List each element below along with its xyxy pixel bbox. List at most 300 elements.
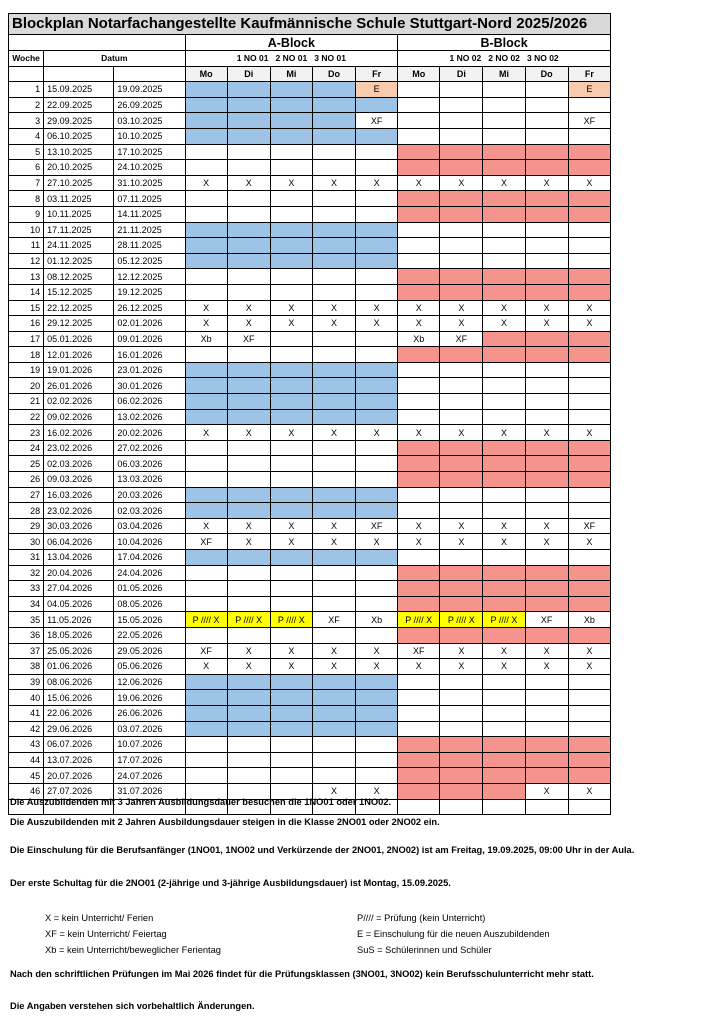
week-number: 3	[9, 113, 44, 129]
tail-cell	[568, 799, 610, 815]
date-from: 30.03.2026	[44, 518, 114, 534]
b-block-cell: X	[483, 175, 525, 191]
b-block-cell	[440, 472, 483, 488]
a-block-cell	[270, 752, 312, 768]
day-header-mi: Mi	[270, 66, 312, 82]
a-block-cell	[356, 144, 398, 160]
a-block-cell	[356, 565, 398, 581]
a-block-cell	[356, 378, 398, 394]
a-block-cell: P //// X	[227, 612, 270, 628]
b-block-cell	[525, 456, 568, 472]
date-from: 27.07.2026	[44, 783, 114, 799]
b-block-cell	[525, 206, 568, 222]
a-block-cell	[356, 472, 398, 488]
b-block-cell	[568, 347, 610, 363]
a-block-cell: X	[312, 534, 355, 550]
b-block-cell	[440, 269, 483, 285]
date-from: 29.09.2025	[44, 113, 114, 129]
b-block-cell	[398, 503, 440, 519]
a-block-cell	[227, 238, 270, 254]
week-number: 22	[9, 409, 44, 425]
date-from: 10.11.2025	[44, 206, 114, 222]
a-block-cell	[312, 191, 355, 207]
b-block-cell	[483, 737, 525, 753]
a-block-cell	[356, 752, 398, 768]
a-block-cell: X	[312, 175, 355, 191]
b-block-cell: X	[483, 518, 525, 534]
week-number: 21	[9, 394, 44, 410]
a-block-cell	[312, 284, 355, 300]
a-block-cell	[270, 238, 312, 254]
week-row	[9, 175, 611, 191]
legend-e: E = Einschulung für die neuen Auszubildenden	[357, 929, 550, 939]
a-block-cell	[270, 347, 312, 363]
a-block-cell	[270, 331, 312, 347]
a-block-cell	[356, 253, 398, 269]
b-block-cell: XF	[440, 331, 483, 347]
a-block-cell	[356, 581, 398, 597]
a-block-cell	[185, 238, 227, 254]
week-number: 46	[9, 783, 44, 799]
a-block-cell	[312, 690, 355, 706]
b-block-cell: X	[440, 518, 483, 534]
b-block-cell	[568, 253, 610, 269]
b-block-cell	[483, 253, 525, 269]
date-from: 01.12.2025	[44, 253, 114, 269]
date-to: 30.01.2026	[114, 378, 185, 394]
a-block-cell	[312, 253, 355, 269]
week-number: 26	[9, 472, 44, 488]
a-block-cell: X	[185, 175, 227, 191]
b-block-cell	[398, 456, 440, 472]
woche-header: Woche	[9, 51, 44, 67]
note-2: Die Auszubildenden mit 2 Jahren Ausbildungsdauer steigen in die Klasse 2NO01 oder 2NO02 ein.	[10, 817, 440, 827]
b-block-cell	[525, 394, 568, 410]
date-from: 02.02.2026	[44, 394, 114, 410]
week-number: 5	[9, 144, 44, 160]
b-block-cell	[525, 581, 568, 597]
a-block-cell	[270, 191, 312, 207]
a-block-cell	[312, 238, 355, 254]
a-block-cell	[227, 409, 270, 425]
note-5: Nach den schriftlichen Prüfungen im Mai 2026 findet für die Prüfungsklassen (3NO01, 3NO02) kein Berufsschulunterricht mehr statt.	[10, 969, 594, 979]
b-block-cell	[440, 394, 483, 410]
note-3: Die Einschulung für die Berufsanfänger (1NO01, 1NO02 und Verkürzende der 2NO01, 2NO02) ist am Freitag, 19.09.2025, 09:00 Uhr in der Aula.	[10, 845, 635, 855]
a-block-cell	[270, 721, 312, 737]
a-block-cell	[185, 550, 227, 566]
b-block-cell: X	[483, 300, 525, 316]
date-to: 26.09.2025	[114, 97, 185, 113]
week-row	[9, 206, 611, 222]
date-to: 07.11.2025	[114, 191, 185, 207]
week-row	[9, 581, 611, 597]
a-block-cell	[312, 269, 355, 285]
a-block-cell	[312, 487, 355, 503]
b-block-cell	[440, 144, 483, 160]
b-block-cell	[398, 409, 440, 425]
a-block-cell	[227, 674, 270, 690]
week-number: 4	[9, 128, 44, 144]
a-classes-header: 1 NO 01 2 NO 01 3 NO 01	[185, 51, 398, 67]
a-block-cell	[356, 269, 398, 285]
date-from: 26.01.2026	[44, 378, 114, 394]
b-block-cell	[440, 737, 483, 753]
a-block-cell: Xb	[356, 612, 398, 628]
a-block-cell	[312, 472, 355, 488]
b-block-cell	[398, 596, 440, 612]
b-block-cell: X	[525, 518, 568, 534]
b-block-cell: X	[525, 175, 568, 191]
a-block-cell	[356, 550, 398, 566]
a-block-cell	[227, 550, 270, 566]
date-to: 31.10.2025	[114, 175, 185, 191]
a-block-cell: X	[270, 175, 312, 191]
b-block-cell	[525, 284, 568, 300]
a-block-cell: X	[312, 783, 355, 799]
date-to: 19.06.2026	[114, 690, 185, 706]
a-block-cell	[185, 347, 227, 363]
b-block-cell: X	[568, 659, 610, 675]
datum-header: Datum	[44, 51, 185, 67]
a-block-cell	[356, 409, 398, 425]
a-block-cell	[270, 409, 312, 425]
week-number: 16	[9, 316, 44, 332]
date-from: 18.05.2026	[44, 627, 114, 643]
b-block-cell	[440, 440, 483, 456]
b-block-cell	[483, 783, 525, 799]
b-block-cell	[483, 128, 525, 144]
date-to: 03.07.2026	[114, 721, 185, 737]
a-block-cell	[356, 705, 398, 721]
b-block-cell: X	[568, 534, 610, 550]
a-block-cell	[312, 737, 355, 753]
a-block-cell	[312, 222, 355, 238]
b-block-cell	[398, 97, 440, 113]
a-block-cell	[185, 565, 227, 581]
week-row	[9, 612, 611, 628]
b-block-cell	[525, 82, 568, 98]
day-header-mo: Mo	[398, 66, 440, 82]
a-block-cell	[356, 362, 398, 378]
b-block-cell	[440, 503, 483, 519]
day-header-di: Di	[440, 66, 483, 82]
b-block-cell	[398, 253, 440, 269]
week-row	[9, 550, 611, 566]
a-block-cell	[312, 550, 355, 566]
blockplan-table	[8, 13, 611, 815]
b-block-cell	[440, 97, 483, 113]
a-block-cell	[227, 222, 270, 238]
b-block-cell	[525, 440, 568, 456]
a-block-cell	[185, 284, 227, 300]
a-block-cell	[312, 144, 355, 160]
b-block-cell	[440, 378, 483, 394]
b-block-cell	[568, 238, 610, 254]
week-number: 7	[9, 175, 44, 191]
date-to: 24.04.2026	[114, 565, 185, 581]
a-block-cell	[312, 362, 355, 378]
a-block-cell	[312, 565, 355, 581]
b-block-cell	[483, 191, 525, 207]
a-block-cell	[312, 97, 355, 113]
days-spacer	[114, 66, 185, 82]
b-block-cell	[568, 394, 610, 410]
week-number: 24	[9, 440, 44, 456]
a-block-cell	[227, 690, 270, 706]
a-block-cell	[185, 737, 227, 753]
a-block-cell: X	[356, 175, 398, 191]
week-row	[9, 144, 611, 160]
b-block-cell: X	[525, 783, 568, 799]
date-from: 09.03.2026	[44, 472, 114, 488]
a-block-cell	[356, 503, 398, 519]
a-block-cell: X	[227, 300, 270, 316]
b-block-cell	[440, 550, 483, 566]
b-block-cell	[483, 284, 525, 300]
b-block-cell	[483, 362, 525, 378]
a-block-cell: X	[356, 534, 398, 550]
a-block-cell	[312, 331, 355, 347]
a-block-cell: X	[312, 300, 355, 316]
date-from: 01.06.2026	[44, 659, 114, 675]
week-row	[9, 768, 611, 784]
a-block-cell	[227, 206, 270, 222]
tail-cell	[398, 799, 440, 815]
a-block-cell	[356, 394, 398, 410]
a-block-cell	[356, 238, 398, 254]
b-block-cell: X	[440, 643, 483, 659]
b-block-cell	[398, 82, 440, 98]
date-from: 13.10.2025	[44, 144, 114, 160]
date-from: 20.07.2026	[44, 768, 114, 784]
b-block-cell	[525, 705, 568, 721]
b-block-cell	[440, 347, 483, 363]
b-block-cell	[483, 768, 525, 784]
b-block-cell	[398, 565, 440, 581]
a-block-cell	[312, 503, 355, 519]
b-block-cell	[483, 550, 525, 566]
date-to: 29.05.2026	[114, 643, 185, 659]
a-block-cell: X	[356, 300, 398, 316]
a-block-cell	[185, 191, 227, 207]
b-block-cell	[440, 206, 483, 222]
b-block-cell	[398, 737, 440, 753]
a-block-cell: P //// X	[270, 612, 312, 628]
b-block-cell	[398, 752, 440, 768]
week-row	[9, 534, 611, 550]
a-block-cell	[312, 113, 355, 129]
week-row	[9, 409, 611, 425]
a-block-cell	[312, 128, 355, 144]
b-block-cell	[440, 690, 483, 706]
b-block-cell	[398, 394, 440, 410]
date-from: 03.11.2025	[44, 191, 114, 207]
date-to: 13.02.2026	[114, 409, 185, 425]
a-block-cell: X	[270, 643, 312, 659]
a-block-cell: XF	[356, 518, 398, 534]
a-block-cell: XF	[185, 643, 227, 659]
week-row	[9, 752, 611, 768]
a-block-cell: X	[312, 518, 355, 534]
date-from: 12.01.2026	[44, 347, 114, 363]
a-block-cell	[356, 674, 398, 690]
a-block-cell	[185, 472, 227, 488]
a-block-cell: X	[227, 175, 270, 191]
week-row	[9, 222, 611, 238]
b-block-cell	[440, 487, 483, 503]
b-block-cell	[568, 206, 610, 222]
b-block-cell	[525, 144, 568, 160]
a-block-cell: X	[185, 300, 227, 316]
a-block-cell: X	[356, 316, 398, 332]
week-row	[9, 316, 611, 332]
week-row	[9, 690, 611, 706]
a-block-cell	[270, 253, 312, 269]
week-number: 9	[9, 206, 44, 222]
a-block-cell: X	[227, 643, 270, 659]
week-number: 13	[9, 269, 44, 285]
a-block-cell	[312, 160, 355, 176]
date-from: 08.06.2026	[44, 674, 114, 690]
a-block-cell	[312, 705, 355, 721]
b-block-cell: X	[483, 316, 525, 332]
b-block-cell	[525, 503, 568, 519]
b-block-cell	[440, 705, 483, 721]
b-block-cell	[568, 284, 610, 300]
a-block-cell	[356, 440, 398, 456]
a-block-cell	[270, 596, 312, 612]
b-block-cell: XF	[568, 113, 610, 129]
week-number: 17	[9, 331, 44, 347]
b-block-cell	[440, 783, 483, 799]
a-block-cell	[227, 440, 270, 456]
a-block-cell	[227, 113, 270, 129]
week-number: 42	[9, 721, 44, 737]
b-block-cell	[398, 487, 440, 503]
a-block-cell	[227, 768, 270, 784]
week-row	[9, 362, 611, 378]
b-block-cell	[525, 565, 568, 581]
a-block-cell	[270, 674, 312, 690]
date-to: 02.03.2026	[114, 503, 185, 519]
date-from: 24.11.2025	[44, 238, 114, 254]
b-block-cell: X	[398, 659, 440, 675]
a-block-cell: X	[312, 659, 355, 675]
b-block-cell: X	[440, 175, 483, 191]
legend-sus: SuS = Schülerinnen und Schüler	[357, 945, 492, 955]
week-row	[9, 705, 611, 721]
b-block-cell	[440, 596, 483, 612]
week-row	[9, 565, 611, 581]
b-block-cell: XF	[568, 518, 610, 534]
date-to: 26.12.2025	[114, 300, 185, 316]
page-title: Blockplan Notarfachangestellte Kaufmännische Schule Stuttgart-Nord 2025/2026	[9, 14, 611, 35]
b-block-cell	[483, 160, 525, 176]
b-block-cell	[398, 128, 440, 144]
a-block-cell	[227, 347, 270, 363]
b-block-cell	[483, 238, 525, 254]
b-block-cell: X	[525, 659, 568, 675]
week-row	[9, 487, 611, 503]
b-block-cell: X	[525, 316, 568, 332]
a-block-cell	[185, 768, 227, 784]
b-block-cell	[483, 82, 525, 98]
a-block-cell	[270, 503, 312, 519]
date-to: 20.02.2026	[114, 425, 185, 441]
a-block-cell	[356, 222, 398, 238]
a-block-cell	[227, 721, 270, 737]
a-block-cell: X	[312, 316, 355, 332]
b-block-cell	[483, 222, 525, 238]
b-block-cell	[440, 456, 483, 472]
a-block-cell	[185, 596, 227, 612]
a-block-cell	[227, 627, 270, 643]
a-block-cell: X	[312, 643, 355, 659]
a-block-cell	[356, 596, 398, 612]
b-block-cell	[483, 440, 525, 456]
a-block-cell	[270, 144, 312, 160]
b-block-cell	[483, 347, 525, 363]
b-block-cell	[525, 160, 568, 176]
a-block-cell	[227, 565, 270, 581]
a-block-cell: X	[185, 316, 227, 332]
a-block-cell	[185, 362, 227, 378]
a-block-cell	[356, 487, 398, 503]
a-block-cell	[356, 160, 398, 176]
date-from: 22.12.2025	[44, 300, 114, 316]
a-block-cell	[227, 128, 270, 144]
date-to: 15.05.2026	[114, 612, 185, 628]
b-block-cell: XF	[525, 612, 568, 628]
b-block-cell: X	[398, 518, 440, 534]
date-from: 22.09.2025	[44, 97, 114, 113]
b-block-cell	[525, 737, 568, 753]
a-block-cell	[185, 113, 227, 129]
week-row	[9, 378, 611, 394]
a-block-cell	[356, 721, 398, 737]
a-block-cell	[356, 456, 398, 472]
week-number: 27	[9, 487, 44, 503]
a-block-cell	[270, 550, 312, 566]
b-block-cell	[398, 705, 440, 721]
b-block-cell	[398, 550, 440, 566]
b-block-cell	[525, 752, 568, 768]
b-block-cell	[568, 581, 610, 597]
a-block-cell	[227, 144, 270, 160]
a-block-cell	[227, 97, 270, 113]
b-block-cell	[483, 596, 525, 612]
b-block-cell	[525, 113, 568, 129]
a-block-cell	[270, 768, 312, 784]
date-to: 24.10.2025	[114, 160, 185, 176]
week-number: 44	[9, 752, 44, 768]
date-from: 19.01.2026	[44, 362, 114, 378]
b-block-cell	[440, 191, 483, 207]
b-block-cell	[440, 160, 483, 176]
b-block-cell	[568, 362, 610, 378]
legend-xf: XF = kein Unterricht/ Feiertag	[45, 929, 167, 939]
date-from: 06.04.2026	[44, 534, 114, 550]
a-block-cell	[185, 440, 227, 456]
b-block-cell	[568, 456, 610, 472]
date-to: 21.11.2025	[114, 222, 185, 238]
b-block-cell: X	[440, 300, 483, 316]
week-number: 8	[9, 191, 44, 207]
week-number: 10	[9, 222, 44, 238]
week-number: 39	[9, 674, 44, 690]
a-block-cell	[356, 331, 398, 347]
a-block-cell	[270, 705, 312, 721]
